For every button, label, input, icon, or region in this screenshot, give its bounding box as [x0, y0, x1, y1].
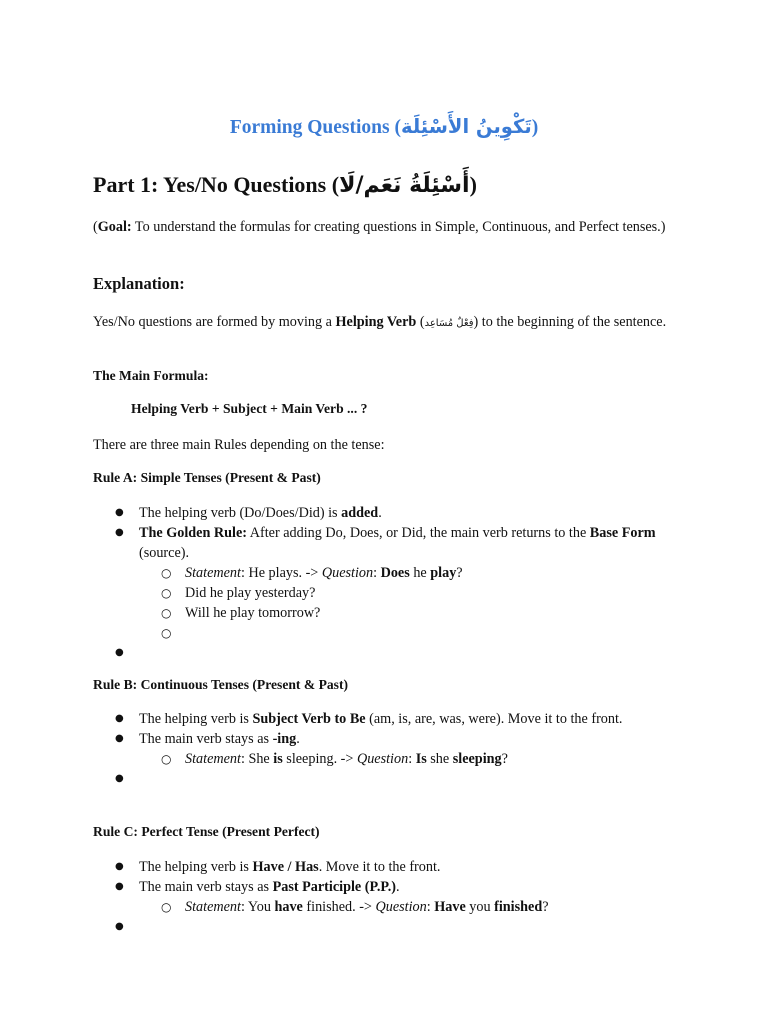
list-item [93, 877, 675, 897]
statement-aux: have [274, 899, 303, 915]
list-item [93, 857, 675, 877]
explanation-text-1: Yes/No questions are formed by moving a [93, 314, 336, 330]
list-item [93, 749, 675, 769]
rule-c-b1-end: . Move it to the front. [318, 859, 441, 875]
goal-label: Goal: [97, 219, 132, 235]
question-colon: : [408, 751, 416, 767]
question-aux: Does [380, 565, 410, 581]
question-mark: ? [456, 565, 463, 581]
rule-a-b1-end: . [378, 505, 382, 521]
list-item-empty [93, 623, 675, 643]
golden-rule-end: (source). [139, 545, 190, 561]
rule-c-b2-text: The main verb stays as [139, 879, 273, 895]
base-form-term: Base Form [589, 525, 656, 541]
rule-b-b1-end: (am, is, are, was, were). Move it to the front. [365, 711, 623, 727]
rule-b-heading: Rule B: Continuous Tenses (Present & Past) [93, 677, 349, 692]
helping-verb-arabic: فِعْلٌ مُسَاعِد [424, 318, 474, 329]
rule-b-b1-bold: Subject Verb to Be [252, 711, 366, 727]
explanation-text-2: to the beginning of the sentence. [478, 314, 667, 330]
question-label: Question [375, 899, 427, 915]
question-colon: : [426, 899, 435, 915]
rule-c-b1-bold: Have / Has [252, 859, 319, 875]
question-label: Question [321, 565, 374, 581]
question-aux: Have [434, 899, 466, 915]
list-item [93, 729, 675, 749]
goal-text: To understand the formulas for creating questions in Simple, Continuous, and Perfect tenses.) [131, 219, 666, 235]
rule-b-b2-text: The main verb stays as [139, 731, 273, 747]
statement-text: : He plays. -> [240, 565, 322, 581]
rule-c-heading: Rule C: Perfect Tense (Present Perfect) [93, 824, 320, 839]
question-verb: sleeping [452, 751, 502, 767]
helping-verb-term: Helping Verb [335, 314, 417, 330]
question-subject: you [465, 899, 495, 915]
rule-c-b2-bold: Past Participle (P.P.) [272, 879, 397, 895]
part1-text: Part 1: Yes/No Questions [93, 172, 327, 197]
question-verb: play [430, 565, 457, 581]
list-item [93, 523, 675, 563]
statement-aux: is [273, 751, 283, 767]
rule-b-b1-text: The helping verb is [139, 711, 253, 727]
list-item: ○ Did he play yesterday? [93, 583, 675, 603]
statement-text: : You [240, 899, 275, 915]
explanation-heading: Explanation: [93, 274, 185, 293]
question-aux: Is [415, 751, 427, 767]
title-arabic: تَكْوِينُ الأَسْئِلَة [401, 115, 532, 138]
statement-rest: sleeping. -> [282, 751, 357, 767]
statement-label: Statement [185, 751, 241, 767]
question-verb: finished [494, 899, 543, 915]
main-formula-label: The Main Formula: [93, 368, 209, 383]
list-item [93, 503, 675, 523]
part1-arabic: أَسْئِلَةُ نَعَم/لَا [339, 173, 470, 198]
list-item-empty [93, 643, 675, 663]
list-item [93, 563, 675, 583]
rule-a-heading: Rule A: Simple Tenses (Present & Past) [93, 470, 321, 485]
explanation-paragraph: Yes/No questions are formed by moving a Helping Verb (فِعْلٌ مُسَاعِد) to the beginning of the sentence. [93, 314, 667, 330]
rule-c-list [93, 857, 675, 937]
question-mark: ? [542, 899, 549, 915]
rule-a-b1-text: The helping verb (Do/Does/Did) is [139, 505, 342, 521]
rule-a-b1-bold: added [341, 505, 379, 521]
three-rules-intro: There are three main Rules depending on the tense: [93, 437, 385, 453]
document-title: Forming Questions (تَكْوِينُ الأَسْئِلَة) [229, 115, 539, 138]
golden-rule-text: After adding Do, Does, or Did, the main verb returns to the [247, 525, 590, 541]
statement-rest: finished. -> [302, 899, 376, 915]
rule-b-list [93, 709, 675, 789]
rule-b-b2-end: . [296, 731, 300, 747]
goal-paragraph: (Goal: To understand the formulas for creating questions in Simple, Continuous, and Perfect tenses.) [93, 219, 666, 235]
statement-label: Statement [185, 899, 241, 915]
rule-a-list [93, 503, 675, 663]
question-mark: ? [501, 751, 508, 767]
list-item-empty [93, 769, 675, 789]
main-formula: Helping Verb + Subject + Main Verb ... ? [131, 401, 368, 416]
question-colon: : [373, 565, 381, 581]
title-text: Forming Questions [229, 117, 390, 138]
list-item [93, 709, 675, 729]
list-item: ○ Will he play tomorrow? [93, 603, 675, 623]
statement-label: Statement [185, 565, 241, 581]
part1-heading: Part 1: Yes/No Questions (أَسْئِلَةُ نَعَم/لَا) [93, 172, 477, 198]
golden-rule-label: The Golden Rule: [139, 525, 247, 541]
question-label: Question [356, 751, 409, 767]
rule-c-b2-end: . [396, 879, 400, 895]
list-item [93, 897, 675, 917]
question-subject: she [426, 751, 453, 767]
statement-text: : She [240, 751, 274, 767]
rule-c-b1-text: The helping verb is [139, 859, 253, 875]
list-item-empty [93, 917, 675, 937]
question-subject: he [409, 565, 431, 581]
rule-b-b2-bold: -ing [272, 731, 297, 747]
